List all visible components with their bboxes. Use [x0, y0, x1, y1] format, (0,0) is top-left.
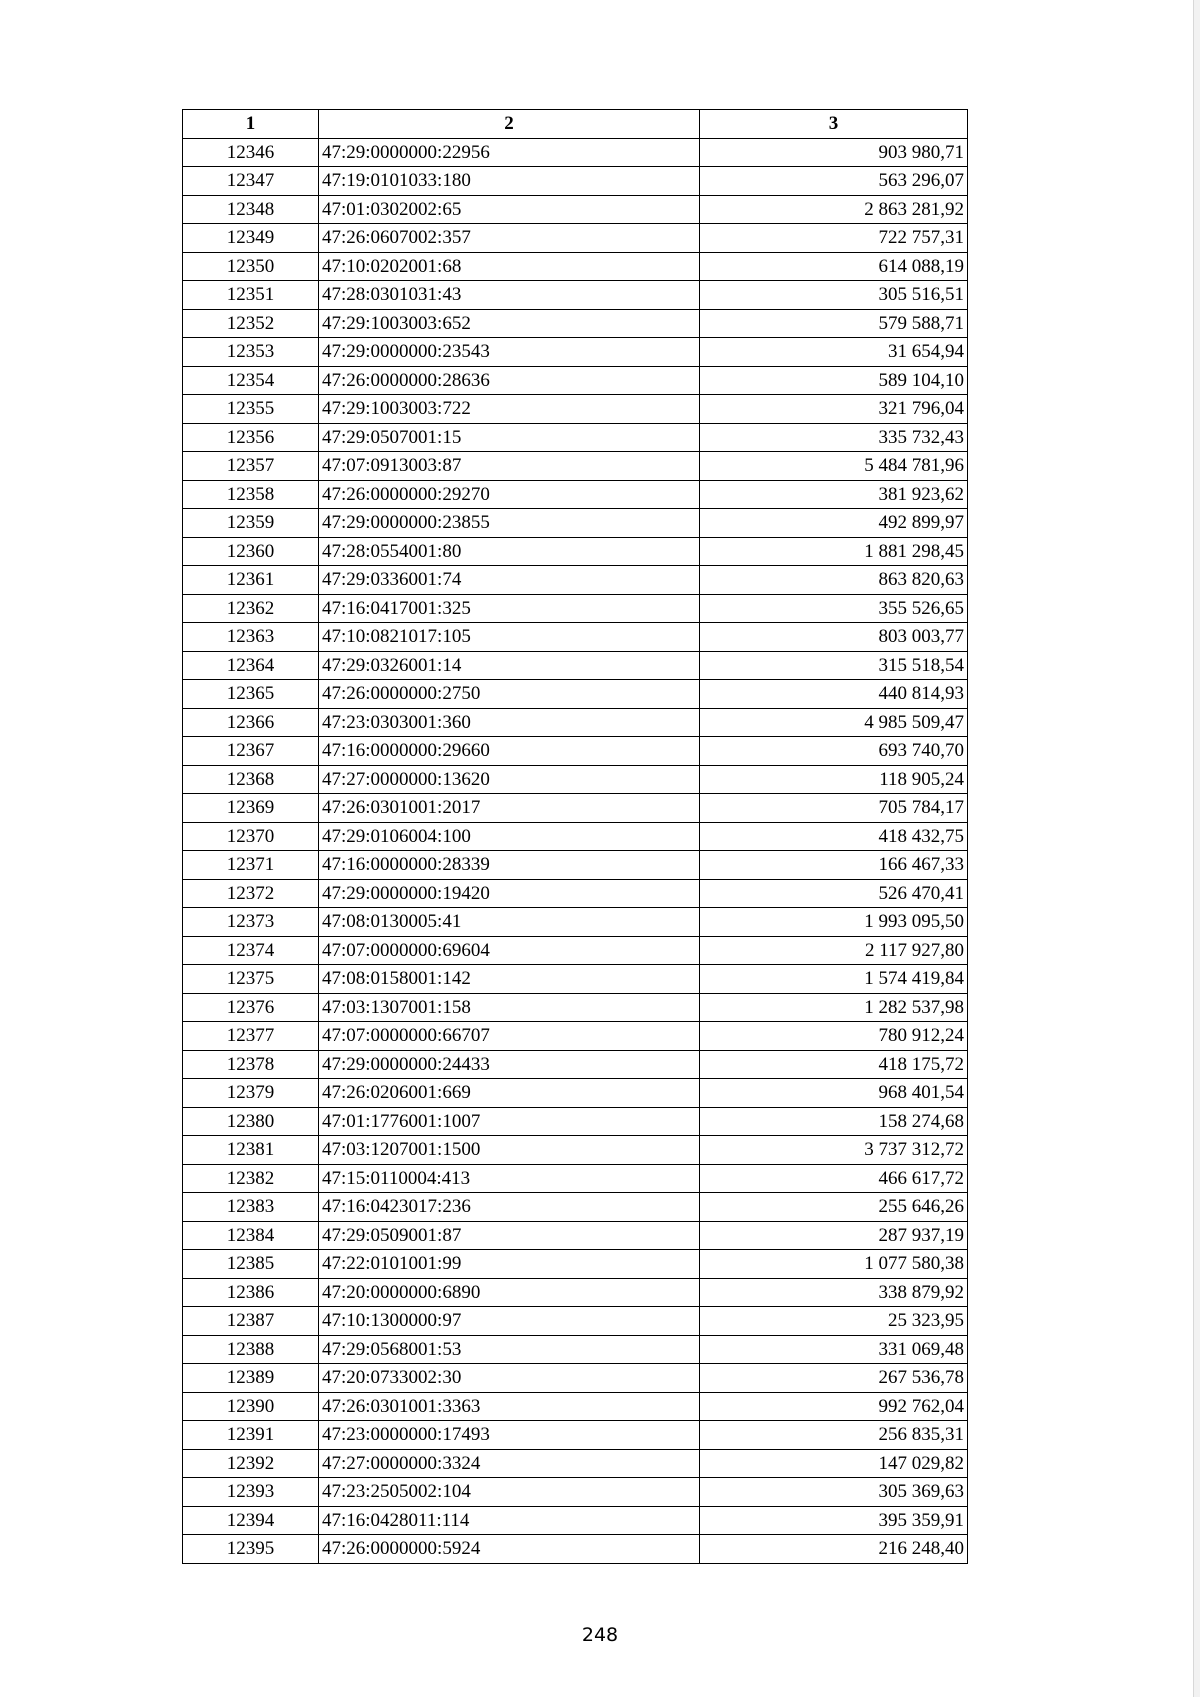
table-row: [183, 737, 968, 766]
value-cell: 147 029,82: [700, 1449, 968, 1478]
table-row: [183, 1335, 968, 1364]
cadastral-number-cell: 47:26:0000000:29270: [319, 480, 700, 509]
cadastral-number-cell: 47:23:0000000:17493: [319, 1421, 700, 1450]
value-cell: 166 467,33: [700, 851, 968, 880]
value-cell: 705 784,17: [700, 794, 968, 823]
row-number-cell: 12348: [183, 195, 319, 224]
table-row: [183, 965, 968, 994]
cadastral-number-cell: 47:01:0302002:65: [319, 195, 700, 224]
row-number-cell: 12349: [183, 224, 319, 253]
table-row: [183, 1506, 968, 1535]
table-row: [183, 1535, 968, 1564]
value-cell: 1 881 298,45: [700, 537, 968, 566]
row-number-cell: 12359: [183, 509, 319, 538]
table-row: [183, 423, 968, 452]
value-cell: 968 401,54: [700, 1079, 968, 1108]
cadastral-number-cell: 47:08:0158001:142: [319, 965, 700, 994]
value-cell: 803 003,77: [700, 623, 968, 652]
value-cell: 992 762,04: [700, 1392, 968, 1421]
value-cell: 118 905,24: [700, 765, 968, 794]
row-number-cell: 12364: [183, 651, 319, 680]
cadastral-number-cell: 47:29:0000000:23855: [319, 509, 700, 538]
value-cell: 216 248,40: [700, 1535, 968, 1564]
row-number-cell: 12371: [183, 851, 319, 880]
header-row: [183, 110, 968, 139]
table-row: [183, 680, 968, 709]
value-cell: 589 104,10: [700, 366, 968, 395]
value-cell: 418 432,75: [700, 822, 968, 851]
cadastral-number-cell: 47:28:0554001:80: [319, 537, 700, 566]
table-row: [183, 338, 968, 367]
value-cell: 1 993 095,50: [700, 908, 968, 937]
column-header-2: 2: [319, 110, 700, 139]
table-row: [183, 195, 968, 224]
value-cell: 1 077 580,38: [700, 1250, 968, 1279]
table-header: [183, 110, 968, 139]
row-number-cell: 12367: [183, 737, 319, 766]
page-number: 248: [581, 1624, 619, 1646]
table-row: [183, 1107, 968, 1136]
cadastral-number-cell: 47:27:0000000:13620: [319, 765, 700, 794]
cadastral-number-cell: 47:26:0206001:669: [319, 1079, 700, 1108]
data-table: [182, 109, 968, 1564]
cadastral-number-cell: 47:26:0301001:2017: [319, 794, 700, 823]
row-number-cell: 12361: [183, 566, 319, 595]
value-cell: 4 985 509,47: [700, 708, 968, 737]
table-row: [183, 537, 968, 566]
row-number-cell: 12391: [183, 1421, 319, 1450]
row-number-cell: 12382: [183, 1164, 319, 1193]
row-number-cell: 12354: [183, 366, 319, 395]
cadastral-number-cell: 47:03:1307001:158: [319, 993, 700, 1022]
value-cell: 440 814,93: [700, 680, 968, 709]
cadastral-number-cell: 47:29:0326001:14: [319, 651, 700, 680]
value-cell: 526 470,41: [700, 879, 968, 908]
table-row: [183, 594, 968, 623]
value-cell: 256 835,31: [700, 1421, 968, 1450]
value-cell: 305 369,63: [700, 1478, 968, 1507]
table-row: [183, 252, 968, 281]
table-row: [183, 1050, 968, 1079]
page-edge-shadow: [1193, 0, 1200, 1697]
table-row: [183, 566, 968, 595]
row-number-cell: 12368: [183, 765, 319, 794]
cadastral-number-cell: 47:10:0821017:105: [319, 623, 700, 652]
value-cell: 1 282 537,98: [700, 993, 968, 1022]
row-number-cell: 12381: [183, 1136, 319, 1165]
row-number-cell: 12384: [183, 1221, 319, 1250]
table-row: [183, 1278, 968, 1307]
cadastral-number-cell: 47:29:0568001:53: [319, 1335, 700, 1364]
cadastral-number-cell: 47:03:1207001:1500: [319, 1136, 700, 1165]
table-row: [183, 851, 968, 880]
row-number-cell: 12350: [183, 252, 319, 281]
cadastral-number-cell: 47:20:0000000:6890: [319, 1278, 700, 1307]
row-number-cell: 12385: [183, 1250, 319, 1279]
value-cell: 355 526,65: [700, 594, 968, 623]
table-row: [183, 395, 968, 424]
cadastral-number-cell: 47:23:0303001:360: [319, 708, 700, 737]
table-row: [183, 1250, 968, 1279]
cadastral-number-cell: 47:01:1776001:1007: [319, 1107, 700, 1136]
row-number-cell: 12373: [183, 908, 319, 937]
row-number-cell: 12380: [183, 1107, 319, 1136]
table-row: [183, 1221, 968, 1250]
cadastral-number-cell: 47:16:0428011:114: [319, 1506, 700, 1535]
row-number-cell: 12347: [183, 167, 319, 196]
value-cell: 158 274,68: [700, 1107, 968, 1136]
table-row: [183, 1478, 968, 1507]
cadastral-number-cell: 47:20:0733002:30: [319, 1364, 700, 1393]
row-number-cell: 12383: [183, 1193, 319, 1222]
row-number-cell: 12346: [183, 138, 319, 167]
row-number-cell: 12386: [183, 1278, 319, 1307]
row-number-cell: 12352: [183, 309, 319, 338]
value-cell: 903 980,71: [700, 138, 968, 167]
cadastral-number-cell: 47:27:0000000:3324: [319, 1449, 700, 1478]
cadastral-number-cell: 47:16:0000000:29660: [319, 737, 700, 766]
cadastral-number-cell: 47:07:0000000:69604: [319, 936, 700, 965]
value-cell: 1 574 419,84: [700, 965, 968, 994]
cadastral-number-cell: 47:29:0509001:87: [319, 1221, 700, 1250]
row-number-cell: 12353: [183, 338, 319, 367]
value-cell: 255 646,26: [700, 1193, 968, 1222]
cadastral-number-cell: 47:16:0423017:236: [319, 1193, 700, 1222]
cadastral-number-cell: 47:16:0000000:28339: [319, 851, 700, 880]
row-number-cell: 12389: [183, 1364, 319, 1393]
table-row: [183, 1079, 968, 1108]
column-header-3: 3: [700, 110, 968, 139]
cadastral-number-cell: 47:23:2505002:104: [319, 1478, 700, 1507]
table-row: [183, 480, 968, 509]
row-number-cell: 12392: [183, 1449, 319, 1478]
row-number-cell: 12379: [183, 1079, 319, 1108]
cadastral-number-cell: 47:19:0101033:180: [319, 167, 700, 196]
value-cell: 614 088,19: [700, 252, 968, 281]
value-cell: 31 654,94: [700, 338, 968, 367]
cadastral-number-cell: 47:16:0417001:325: [319, 594, 700, 623]
row-number-cell: 12358: [183, 480, 319, 509]
cadastral-number-cell: 47:15:0110004:413: [319, 1164, 700, 1193]
cadastral-number-cell: 47:29:0106004:100: [319, 822, 700, 851]
row-number-cell: 12376: [183, 993, 319, 1022]
cadastral-number-cell: 47:26:0000000:2750: [319, 680, 700, 709]
table-row: [183, 765, 968, 794]
table-row: [183, 309, 968, 338]
value-cell: 315 518,54: [700, 651, 968, 680]
row-number-cell: 12375: [183, 965, 319, 994]
table-row: [183, 1421, 968, 1450]
cadastral-number-cell: 47:29:0507001:15: [319, 423, 700, 452]
row-number-cell: 12365: [183, 680, 319, 709]
row-number-cell: 12355: [183, 395, 319, 424]
row-number-cell: 12378: [183, 1050, 319, 1079]
cadastral-number-cell: 47:10:1300000:97: [319, 1307, 700, 1336]
table-row: [183, 138, 968, 167]
value-cell: 2 117 927,80: [700, 936, 968, 965]
cadastral-number-cell: 47:29:1003003:722: [319, 395, 700, 424]
table-row: [183, 908, 968, 937]
value-cell: 381 923,62: [700, 480, 968, 509]
row-number-cell: 12388: [183, 1335, 319, 1364]
value-cell: 2 863 281,92: [700, 195, 968, 224]
value-cell: 321 796,04: [700, 395, 968, 424]
cadastral-number-cell: 47:29:0000000:24433: [319, 1050, 700, 1079]
table-row: [183, 1392, 968, 1421]
row-number-cell: 12356: [183, 423, 319, 452]
value-cell: 722 757,31: [700, 224, 968, 253]
table-row: [183, 651, 968, 680]
table-row: [183, 224, 968, 253]
value-cell: 287 937,19: [700, 1221, 968, 1250]
value-cell: 335 732,43: [700, 423, 968, 452]
value-cell: 579 588,71: [700, 309, 968, 338]
row-number-cell: 12395: [183, 1535, 319, 1564]
value-cell: 418 175,72: [700, 1050, 968, 1079]
value-cell: 331 069,48: [700, 1335, 968, 1364]
value-cell: 3 737 312,72: [700, 1136, 968, 1165]
table-row: [183, 1022, 968, 1051]
row-number-cell: 12387: [183, 1307, 319, 1336]
row-number-cell: 12370: [183, 822, 319, 851]
table-row: [183, 936, 968, 965]
table-row: [183, 993, 968, 1022]
cadastral-number-cell: 47:29:1003003:652: [319, 309, 700, 338]
table-row: [183, 623, 968, 652]
cadastral-number-cell: 47:26:0000000:5924: [319, 1535, 700, 1564]
row-number-cell: 12369: [183, 794, 319, 823]
table-body: [183, 138, 968, 1563]
cadastral-number-cell: 47:10:0202001:68: [319, 252, 700, 281]
cadastral-number-cell: 47:26:0000000:28636: [319, 366, 700, 395]
row-number-cell: 12366: [183, 708, 319, 737]
table-row: [183, 281, 968, 310]
cadastral-number-cell: 47:29:0000000:23543: [319, 338, 700, 367]
cadastral-number-cell: 47:28:0301031:43: [319, 281, 700, 310]
table-row: [183, 452, 968, 481]
table-row: [183, 794, 968, 823]
value-cell: 267 536,78: [700, 1364, 968, 1393]
value-cell: 780 912,24: [700, 1022, 968, 1051]
cadastral-number-cell: 47:26:0301001:3363: [319, 1392, 700, 1421]
row-number-cell: 12360: [183, 537, 319, 566]
value-cell: 338 879,92: [700, 1278, 968, 1307]
table-row: [183, 708, 968, 737]
row-number-cell: 12363: [183, 623, 319, 652]
cadastral-number-cell: 47:29:0336001:74: [319, 566, 700, 595]
table-row: [183, 1364, 968, 1393]
table-row: [183, 1307, 968, 1336]
table-row: [183, 822, 968, 851]
row-number-cell: 12372: [183, 879, 319, 908]
table-row: [183, 1449, 968, 1478]
row-number-cell: 12362: [183, 594, 319, 623]
table-row: [183, 509, 968, 538]
value-cell: 693 740,70: [700, 737, 968, 766]
cadastral-number-cell: 47:22:0101001:99: [319, 1250, 700, 1279]
row-number-cell: 12351: [183, 281, 319, 310]
value-cell: 466 617,72: [700, 1164, 968, 1193]
column-header-1: 1: [183, 110, 319, 139]
value-cell: 5 484 781,96: [700, 452, 968, 481]
value-cell: 395 359,91: [700, 1506, 968, 1535]
cadastral-number-cell: 47:07:0000000:66707: [319, 1022, 700, 1051]
row-number-cell: 12377: [183, 1022, 319, 1051]
cadastral-number-cell: 47:29:0000000:22956: [319, 138, 700, 167]
table-row: [183, 1164, 968, 1193]
cadastral-number-cell: 47:08:0130005:41: [319, 908, 700, 937]
value-cell: 563 296,07: [700, 167, 968, 196]
cadastral-number-cell: 47:29:0000000:19420: [319, 879, 700, 908]
row-number-cell: 12390: [183, 1392, 319, 1421]
cadastral-number-cell: 47:07:0913003:87: [319, 452, 700, 481]
cadastral-number-cell: 47:26:0607002:357: [319, 224, 700, 253]
table-row: [183, 1193, 968, 1222]
value-cell: 25 323,95: [700, 1307, 968, 1336]
row-number-cell: 12394: [183, 1506, 319, 1535]
row-number-cell: 12374: [183, 936, 319, 965]
value-cell: 492 899,97: [700, 509, 968, 538]
value-cell: 863 820,63: [700, 566, 968, 595]
row-number-cell: 12357: [183, 452, 319, 481]
value-cell: 305 516,51: [700, 281, 968, 310]
table-row: [183, 167, 968, 196]
table-row: [183, 366, 968, 395]
table-row: [183, 879, 968, 908]
table-row: [183, 1136, 968, 1165]
row-number-cell: 12393: [183, 1478, 319, 1507]
